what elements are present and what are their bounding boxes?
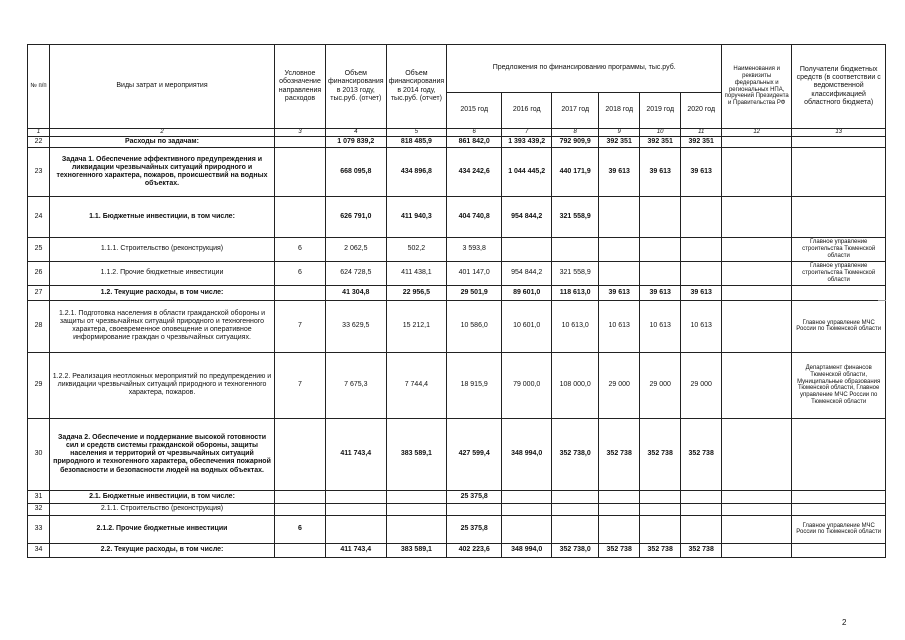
year-2016: 2016 год <box>502 93 552 129</box>
index-cell: 12 <box>722 129 792 137</box>
value-2017 <box>552 237 599 261</box>
table-row <box>28 237 886 261</box>
volume-2013: 33 629,5 <box>326 300 387 352</box>
recipient-cell: Главное управление МЧС России по Тюменской области <box>792 300 886 352</box>
value-2020: 39 613 <box>681 147 722 196</box>
value-2020: 352 738 <box>681 543 722 557</box>
index-cell: 1 <box>28 129 50 137</box>
header-npa: Наименования и реквизиты федеральных и региональных НПА, поручений Президента и Правительства РФ <box>722 45 792 129</box>
header-vol2014: Объем финансирования в 2014 году, тыс.руб. (отчет) <box>386 45 447 129</box>
npa-cell <box>722 237 792 261</box>
table-row <box>28 285 886 300</box>
volume-2013 <box>326 490 387 503</box>
row-number: 22 <box>28 136 50 147</box>
volume-2014: 434 896,8 <box>386 147 447 196</box>
row-number: 30 <box>28 418 50 490</box>
direction-code <box>275 285 326 300</box>
table-row <box>28 261 886 285</box>
direction-code: 6 <box>275 515 326 543</box>
table-row <box>28 490 886 503</box>
value-2015: 10 586,0 <box>447 300 502 352</box>
row-name: 2.1. Бюджетные инвестиции, в том числе: <box>50 490 275 503</box>
year-2018: 2018 год <box>599 93 640 129</box>
row-number: 28 <box>28 300 50 352</box>
npa-cell <box>722 300 792 352</box>
volume-2013: 668 095,8 <box>326 147 387 196</box>
value-2018: 352 738 <box>599 543 640 557</box>
recipient-cell <box>792 490 886 503</box>
row-name: 1.1.2. Прочие бюджетные инвестиции <box>50 261 275 285</box>
value-2015: 18 915,9 <box>447 352 502 418</box>
year-2019: 2019 год <box>640 93 681 129</box>
table-row <box>28 147 886 196</box>
value-2018 <box>599 503 640 515</box>
value-2017: 118 613,0 <box>552 285 599 300</box>
value-2016: 1 044 445,2 <box>502 147 552 196</box>
volume-2013: 624 728,5 <box>326 261 387 285</box>
value-2018: 39 613 <box>599 285 640 300</box>
npa-cell <box>722 147 792 196</box>
direction-code: 7 <box>275 300 326 352</box>
volume-2013 <box>326 503 387 515</box>
value-2015: 29 501,9 <box>447 285 502 300</box>
index-cell: 5 <box>386 129 447 137</box>
value-2016 <box>502 503 552 515</box>
table-row <box>28 352 886 418</box>
volume-2014: 7 744,4 <box>386 352 447 418</box>
row-name: 1.2. Текущие расходы, в том числе: <box>50 285 275 300</box>
npa-cell <box>722 490 792 503</box>
volume-2014: 15 212,1 <box>386 300 447 352</box>
direction-code: 6 <box>275 261 326 285</box>
npa-cell <box>722 285 792 300</box>
value-2016: 89 601,0 <box>502 285 552 300</box>
recipient-cell <box>792 503 886 515</box>
value-2016 <box>502 490 552 503</box>
npa-cell <box>722 515 792 543</box>
direction-code <box>275 136 326 147</box>
value-2017 <box>552 515 599 543</box>
value-2015: 427 599,4 <box>447 418 502 490</box>
value-2018 <box>599 196 640 237</box>
value-2019: 39 613 <box>640 285 681 300</box>
volume-2014: 818 485,9 <box>386 136 447 147</box>
header-proposals: Предложения по финансированию программы, тыс.руб. <box>447 45 722 93</box>
volume-2014 <box>386 515 447 543</box>
recipient-cell <box>792 285 886 300</box>
index-cell: 10 <box>640 129 681 137</box>
value-2015: 25 375,8 <box>447 490 502 503</box>
value-2019 <box>640 515 681 543</box>
value-2020 <box>681 261 722 285</box>
index-cell: 7 <box>502 129 552 137</box>
row-name: 2.1.1. Строительство (реконструкция) <box>50 503 275 515</box>
index-cell: 2 <box>50 129 275 137</box>
value-2019: 352 738 <box>640 543 681 557</box>
index-cell: 11 <box>681 129 722 137</box>
value-2016 <box>502 237 552 261</box>
row-number: 29 <box>28 352 50 418</box>
value-2020 <box>681 237 722 261</box>
index-cell: 4 <box>326 129 387 137</box>
direction-code <box>275 418 326 490</box>
value-2016: 79 000,0 <box>502 352 552 418</box>
value-2015 <box>447 503 502 515</box>
npa-cell <box>722 261 792 285</box>
value-2017: 352 738,0 <box>552 543 599 557</box>
value-2018: 392 351 <box>599 136 640 147</box>
npa-cell <box>722 503 792 515</box>
value-2015: 401 147,0 <box>447 261 502 285</box>
table-row <box>28 418 886 490</box>
volume-2013: 2 062,5 <box>326 237 387 261</box>
value-2020: 352 738 <box>681 418 722 490</box>
value-2020: 10 613 <box>681 300 722 352</box>
volume-2013: 1 079 839,2 <box>326 136 387 147</box>
header-code: Условное обозначение направления расходов <box>275 45 326 129</box>
npa-cell <box>722 418 792 490</box>
row-number: 27 <box>28 285 50 300</box>
value-2019: 10 613 <box>640 300 681 352</box>
financing-table <box>27 44 886 558</box>
volume-2014: 411 940,3 <box>386 196 447 237</box>
value-2015: 434 242,6 <box>447 147 502 196</box>
direction-code <box>275 196 326 237</box>
value-2017: 321 558,9 <box>552 261 599 285</box>
row-name: 1.1. Бюджетные инвестиции, в том числе: <box>50 196 275 237</box>
index-cell: 3 <box>275 129 326 137</box>
volume-2013 <box>326 515 387 543</box>
volume-2013: 411 743,4 <box>326 543 387 557</box>
index-cell: 13 <box>792 129 886 137</box>
volume-2014 <box>386 490 447 503</box>
volume-2014: 22 956,5 <box>386 285 447 300</box>
value-2018 <box>599 237 640 261</box>
npa-cell <box>722 196 792 237</box>
value-2018: 352 738 <box>599 418 640 490</box>
value-2019 <box>640 237 681 261</box>
recipient-cell <box>792 418 886 490</box>
value-2017: 440 171,9 <box>552 147 599 196</box>
value-2019: 392 351 <box>640 136 681 147</box>
value-2015: 3 593,8 <box>447 237 502 261</box>
header-num: № п/п <box>28 45 50 129</box>
value-2020: 29 000 <box>681 352 722 418</box>
value-2016: 954 844,2 <box>502 196 552 237</box>
table-row <box>28 515 886 543</box>
table-row <box>28 543 886 557</box>
volume-2014: 502,2 <box>386 237 447 261</box>
direction-code <box>275 503 326 515</box>
header-types: Виды затрат и мероприятия <box>50 45 275 129</box>
npa-cell <box>722 543 792 557</box>
row-number: 31 <box>28 490 50 503</box>
value-2017: 352 738,0 <box>552 418 599 490</box>
recipient-cell <box>792 543 886 557</box>
table-row <box>28 196 886 237</box>
volume-2013: 411 743,4 <box>326 418 387 490</box>
value-2018: 39 613 <box>599 147 640 196</box>
value-2016: 10 601,0 <box>502 300 552 352</box>
value-2016: 1 393 439,2 <box>502 136 552 147</box>
value-2018 <box>599 261 640 285</box>
value-2015: 25 375,8 <box>447 515 502 543</box>
value-2019 <box>640 503 681 515</box>
value-2017 <box>552 490 599 503</box>
volume-2014 <box>386 503 447 515</box>
value-2020: 39 613 <box>681 285 722 300</box>
recipient-cell: Главное управление строительства Тюменской области <box>792 261 886 285</box>
row-number: 32 <box>28 503 50 515</box>
value-2017: 108 000,0 <box>552 352 599 418</box>
index-cell: 6 <box>447 129 502 137</box>
volume-2013: 7 675,3 <box>326 352 387 418</box>
row-number: 34 <box>28 543 50 557</box>
row-name: Задача 2. Обеспечение и поддержание высокой готовности сил и средств системы гражданской обороны, защиты населения и территорий от чрезвычайных ситуаций природного и техногенного характера, обеспечения пожарной безопасности и безопасности людей на водных объектах. <box>50 418 275 490</box>
table-row <box>28 300 886 352</box>
value-2019: 39 613 <box>640 147 681 196</box>
value-2020 <box>681 515 722 543</box>
value-2015: 861 842,0 <box>447 136 502 147</box>
volume-2013: 41 304,8 <box>326 285 387 300</box>
value-2018: 10 613 <box>599 300 640 352</box>
recipient-cell: Департамент финансов Тюменской области, Муниципальные образования Тюменской области, Главное управление МЧС России по Тюменской области <box>792 352 886 418</box>
row-number: 26 <box>28 261 50 285</box>
row-number: 23 <box>28 147 50 196</box>
direction-code <box>275 490 326 503</box>
year-2017: 2017 год <box>552 93 599 129</box>
value-2019: 29 000 <box>640 352 681 418</box>
table-row <box>28 503 886 515</box>
table-row <box>28 136 886 147</box>
row-name: Расходы по задачам: <box>50 136 275 147</box>
recipient-cell <box>792 196 886 237</box>
recipient-cell: Главное управление строительства Тюменской области <box>792 237 886 261</box>
row-name: 2.2. Текущие расходы, в том числе: <box>50 543 275 557</box>
row-name: 2.1.2. Прочие бюджетные инвестиции <box>50 515 275 543</box>
value-2017: 10 613,0 <box>552 300 599 352</box>
value-2017: 792 909,9 <box>552 136 599 147</box>
value-2018: 29 000 <box>599 352 640 418</box>
volume-2013: 626 791,0 <box>326 196 387 237</box>
column-index-row <box>28 129 886 137</box>
row-name: 1.1.1. Строительство (реконструкция) <box>50 237 275 261</box>
recipient-cell <box>792 147 886 196</box>
year-2015: 2015 год <box>447 93 502 129</box>
row-name: 1.2.1. Подготовка населения в области гражданской обороны и защиты от чрезвычайных ситуаций природного и техногенного характера, своевременное оповещение и оперативное информирование граждан о чрезвычайных ситуациях. <box>50 300 275 352</box>
volume-2014: 383 589,1 <box>386 543 447 557</box>
direction-code <box>275 147 326 196</box>
value-2018 <box>599 490 640 503</box>
header-vol2013: Объем финансирования в 2013 году, тыс.руб. (отчет) <box>326 45 387 129</box>
index-cell: 8 <box>552 129 599 137</box>
value-2019 <box>640 261 681 285</box>
value-2016 <box>502 515 552 543</box>
direction-code: 6 <box>275 237 326 261</box>
value-2020: 392 351 <box>681 136 722 147</box>
npa-cell <box>722 352 792 418</box>
volume-2014: 411 438,1 <box>386 261 447 285</box>
npa-cell <box>722 136 792 147</box>
page-number: 2 <box>842 618 847 627</box>
row-number: 24 <box>28 196 50 237</box>
header-recipients: Получатели бюджетных средств (в соответствии с ведомственной классификацией областного бюджета) <box>792 45 886 129</box>
recipient-cell <box>792 136 886 147</box>
value-2017 <box>552 503 599 515</box>
scan-artifact <box>878 300 886 301</box>
year-2020: 2020 год <box>681 93 722 129</box>
value-2020 <box>681 503 722 515</box>
row-number: 25 <box>28 237 50 261</box>
value-2019: 352 738 <box>640 418 681 490</box>
row-name: Задача 1. Обеспечение эффективного предупреждения и ликвидации чрезвычайных ситуаций природного и техногенного характера, пожаров, происшествий на водных объектах. <box>50 147 275 196</box>
recipient-cell: Главное управление МЧС России по Тюменской области <box>792 515 886 543</box>
row-number: 33 <box>28 515 50 543</box>
value-2019 <box>640 490 681 503</box>
value-2020 <box>681 490 722 503</box>
volume-2014: 383 589,1 <box>386 418 447 490</box>
value-2016: 954 844,2 <box>502 261 552 285</box>
row-name: 1.2.2. Реализация неотложных мероприятий по предупреждению и ликвидации чрезвычайных ситуаций природного и техногенного характера, пожаров. <box>50 352 275 418</box>
value-2016: 348 994,0 <box>502 543 552 557</box>
value-2015: 404 740,8 <box>447 196 502 237</box>
index-cell: 9 <box>599 129 640 137</box>
value-2019 <box>640 196 681 237</box>
direction-code: 7 <box>275 352 326 418</box>
value-2020 <box>681 196 722 237</box>
value-2018 <box>599 515 640 543</box>
value-2017: 321 558,9 <box>552 196 599 237</box>
value-2015: 402 223,6 <box>447 543 502 557</box>
value-2016: 348 994,0 <box>502 418 552 490</box>
direction-code <box>275 543 326 557</box>
